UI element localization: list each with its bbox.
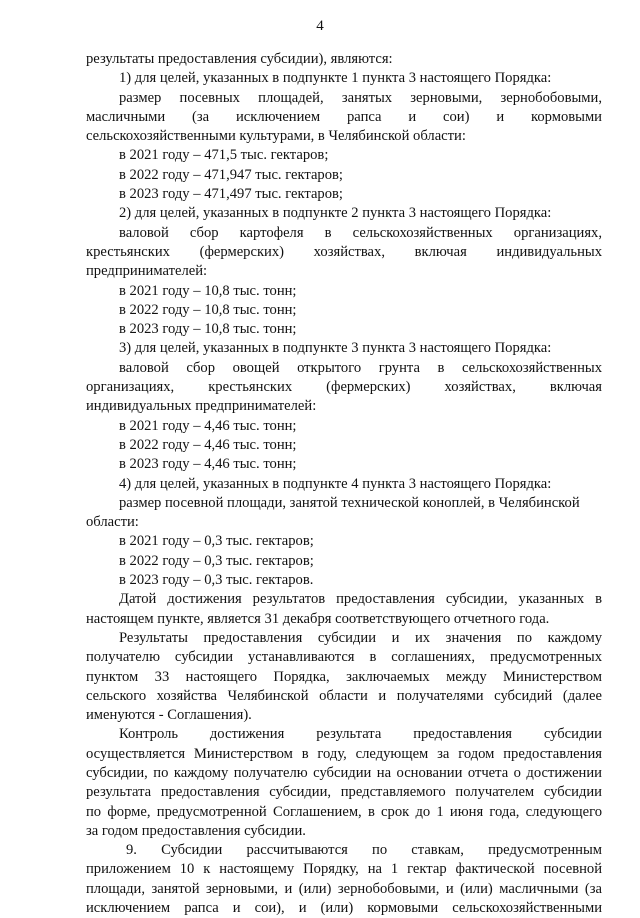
text-line: приложением 10 к настоящему Порядку, на 1 гектар фактической посевной xyxy=(86,861,602,878)
text-line: в 2023 году – 0,3 тыс. гектаров. xyxy=(119,572,314,589)
text-line: настоящем пункте, является 31 декабря соответствующего отчетного года. xyxy=(86,610,550,627)
text-line: размер посевной площади, занятой технической коноплей, в Челябинской xyxy=(119,494,580,511)
text-line: Контроль достижения результата предоставления субсидии xyxy=(119,726,602,743)
text-line: 3) для целей, указанных в подпункте 3 пункта 3 настоящего Порядка: xyxy=(119,340,552,357)
text-line: в 2021 году – 471,5 тыс. гектаров; xyxy=(119,147,329,164)
text-line: 1) для целей, указанных в подпункте 1 пункта 3 настоящего Порядка: xyxy=(119,70,552,87)
text-line: в 2021 году – 0,3 тыс. гектаров; xyxy=(119,533,314,550)
text-line: 9. Субсидии рассчитываются по ставкам, предусмотренным xyxy=(126,842,602,859)
text-line: сельского хозяйства Челябинской области и получателями субсидий (далее xyxy=(86,687,602,704)
text-line: 2) для целей, указанных в подпункте 2 пункта 3 настоящего Порядка: xyxy=(119,205,552,222)
page-number: 4 xyxy=(316,18,324,34)
text-line: площади, занятой зерновыми, и (или) зернобобовыми, и (или) масличными (за xyxy=(86,880,602,897)
text-line: организациях, крестьянских (фермерских) хозяйствах, включая xyxy=(86,379,602,396)
text-line: в 2023 году – 10,8 тыс. тонн; xyxy=(119,321,297,338)
text-line: в 2021 году – 4,46 тыс. тонн; xyxy=(119,417,297,434)
text-line: результата предоставления субсидии, представляемого получателем субсидии xyxy=(86,784,602,801)
text-line: валовой сбор овощей открытого грунта в сельскохозяйственных xyxy=(119,359,602,376)
text-line: предпринимателей: xyxy=(86,263,208,280)
text-line: индивидуальных предпринимателей: xyxy=(86,398,317,415)
text-line: за годом предоставления субсидии. xyxy=(86,822,306,839)
text-line: масличными (за исключением рапса и сои) и кормовыми xyxy=(86,108,602,125)
text-line: в 2022 году – 10,8 тыс. тонн; xyxy=(119,301,297,318)
text-line: в 2023 году – 4,46 тыс. тонн; xyxy=(119,456,297,473)
text-line: по форме, предусмотренной Соглашением, в срок до 1 июня года, следующего xyxy=(86,803,602,820)
text-line: пунктом 33 настоящего Порядка, заключаемых между Министерством xyxy=(86,668,602,685)
text-line: в 2021 году – 10,8 тыс. тонн; xyxy=(119,282,297,299)
text-line: именуются - Соглашения). xyxy=(86,707,252,724)
document-body xyxy=(86,50,602,918)
text-line: получателю субсидии устанавливаются в соглашениях, предусмотренных xyxy=(86,649,602,666)
text-line: субсидии, по каждому получателю субсидии на основании отчета о достижении xyxy=(86,764,602,781)
text-line: в 2022 году – 0,3 тыс. гектаров; xyxy=(119,552,314,569)
text-line: в 2022 году – 4,46 тыс. тонн; xyxy=(119,436,297,453)
text-line: осуществляется Министерством в году, следующем за годом предоставления xyxy=(86,745,602,762)
text-line: 4) для целей, указанных в подпункте 4 пункта 3 настоящего Порядка: xyxy=(119,475,552,492)
text-line: исключением рапса и сои), и (или) кормовыми сельскохозяйственными xyxy=(86,900,602,917)
text-line: валовой сбор картофеля в сельскохозяйственных организациях, xyxy=(119,224,602,241)
text-line: крестьянских (фермерских) хозяйствах, включая индивидуальных xyxy=(86,243,602,260)
text-line: размер посевных площадей, занятых зерновыми, зернобобовыми, xyxy=(119,89,602,106)
text-line: Результаты предоставления субсидии и их значения по каждому xyxy=(119,629,602,646)
text-line: Датой достижения результатов предоставления субсидии, указанных в xyxy=(119,591,602,608)
text-line: в 2023 году – 471,497 тыс. гектаров; xyxy=(119,186,343,203)
text-line: области: xyxy=(86,514,139,531)
text-line: в 2022 году – 471,947 тыс. гектаров; xyxy=(119,166,343,183)
text-line: сельскохозяйственными культурами, в Челябинской области: xyxy=(86,128,466,145)
text-line: результаты предоставления субсидии), являются: xyxy=(86,51,393,67)
